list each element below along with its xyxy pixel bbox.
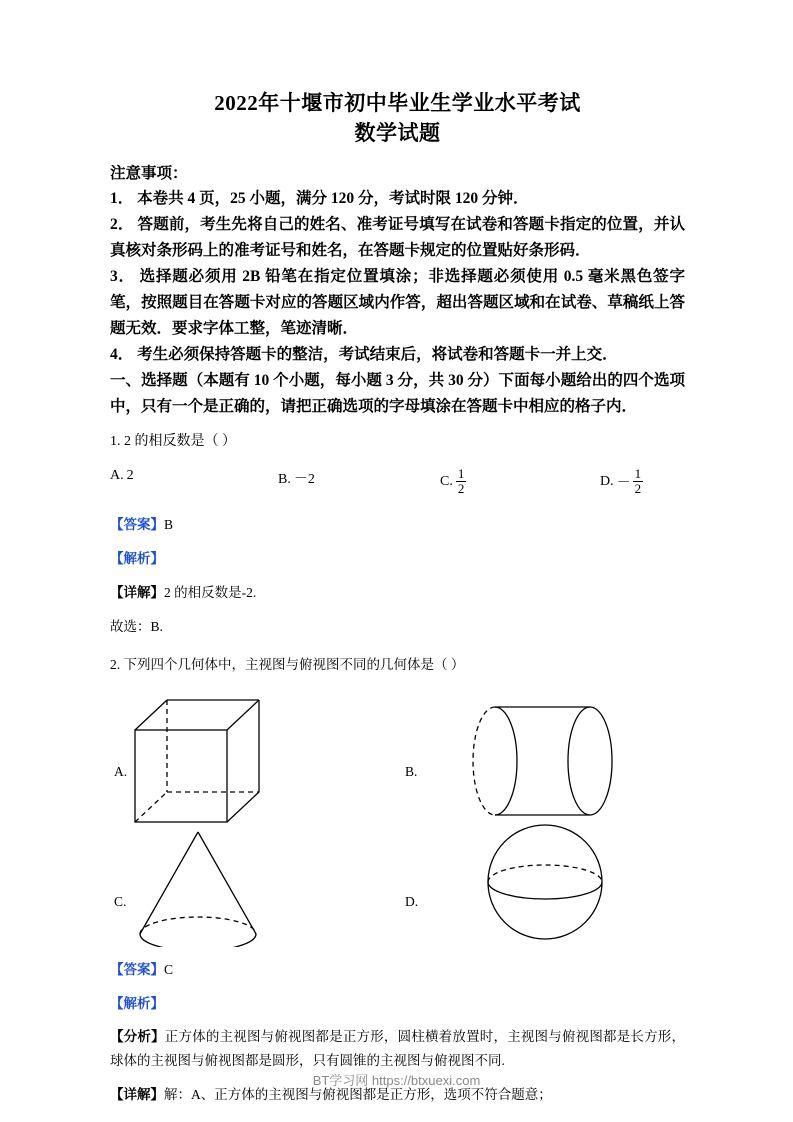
option-a-label: A. [110,468,124,483]
section-heading-choice: 一、选择题（本题有 10 个小题，每小题 3 分，共 30 分）下面每小题给出的四个选项中，只有一个是正确的，请把正确选项的字母填涂在答题卡中相应的格子内． [110,372,685,415]
option-b-label: B. [278,472,291,487]
question-2-analysis-row [110,1025,685,1073]
figure-label-a: A. [114,764,128,779]
notice-item-3: 3． 选择题必须用 2B 铅笔在指定位置填涂；非选择题必须使用 0.5 毫米黑色签字笔，按照题目在答题卡对应的答题区域内作答，超出答题区域和在试卷、草稿纸上答题无效．要求字体工整，笔迹清晰． [110,268,685,337]
question-1-choose-row: 故选：B. [110,619,163,634]
negative-fraction-one-half: － $\frac{1}{2}$ [616,466,642,496]
question-1-option-d [600,468,643,496]
document-content [110,88,685,1107]
document-title [110,88,685,148]
sphere-icon [488,825,602,939]
analysis-label: 【分析】 [110,1029,165,1044]
title-line-2: 数学试题 [354,121,441,145]
question-1-option-a [110,468,134,484]
detail-label: 【详解】 [110,1087,164,1102]
figure-label-c: C. [114,894,127,909]
analysis-tag: 【解析】 [110,996,164,1011]
footer-watermark: BT学习网 https://btxuexi.com [312,1073,481,1088]
question-2-answer-row [110,959,685,981]
detail-tag: 【详解】 [110,585,164,600]
fraction-one-half: $\frac{1}{2}$ [457,466,465,496]
cylinder-icon [473,707,612,815]
option-a-text: 2 [126,468,134,483]
question-1-stem: 1. 2 的相反数是（ ） [110,434,236,449]
detail-text: 2 的相反数是-2. [164,585,257,600]
question-1-analysis-tag-row [110,548,685,570]
notice-item-1: 1． 本卷共 4 页，25 小题，满分 120 分，考试时限 120 分钟． [110,190,529,207]
geometry-solids-svg [110,682,685,947]
title-line-1: 2022年十堰市初中毕业生学业水平考试 [214,91,581,115]
notice-item-2: 2． 答题前，考生先将自己的姓名、准考证号填写在试卷和答题卡指定的位置，并认真核对条形码上的准考证号和姓名，在答题卡规定的位置贴好条形码． [110,216,685,259]
option-d-label: D. [600,474,614,490]
answer-value: C [164,962,174,977]
figure-label-d: D. [405,894,419,909]
question-2-analysis-tag-row [110,993,685,1015]
cone-icon [140,832,256,947]
minus-sign: － [616,476,631,492]
cube-icon [135,700,259,822]
notice-heading: 注意事项： [110,165,188,182]
question-2-figures [110,682,685,947]
answer-tag: 【答案】 [110,517,164,532]
analysis-tag: 【解析】 [110,551,164,566]
question-1-detail-row [110,582,685,604]
question-1-option-c [440,468,466,496]
notice-item-4: 4． 考生必须保持答题卡的整洁，考试结束后，将试卷和答题卡一并上交． [110,346,618,363]
option-c-label: C. [440,474,453,490]
question-1-option-b [278,468,315,488]
question-2-stem: 2. 下列四个几何体中，主视图与俯视图不同的几何体是（ ） [110,657,465,672]
analysis-text: 正方体的主视图与俯视图都是正方形，圆柱横着放置时，主视图与俯视图都是长方形，球体的主视图与俯视图都是圆形，只有圆锥的主视图与俯视图不同. [110,1029,685,1068]
option-b-text: －2 [293,472,315,487]
question-1-answer-row [110,514,685,536]
answer-tag: 【答案】 [110,962,164,977]
detail-text: 解：A、正方体的主视图与俯视图都是正方形，选项不符合题意； [164,1087,552,1102]
question-1-options [110,462,685,502]
figure-label-b: B. [405,764,418,779]
answer-value: B [164,517,174,532]
